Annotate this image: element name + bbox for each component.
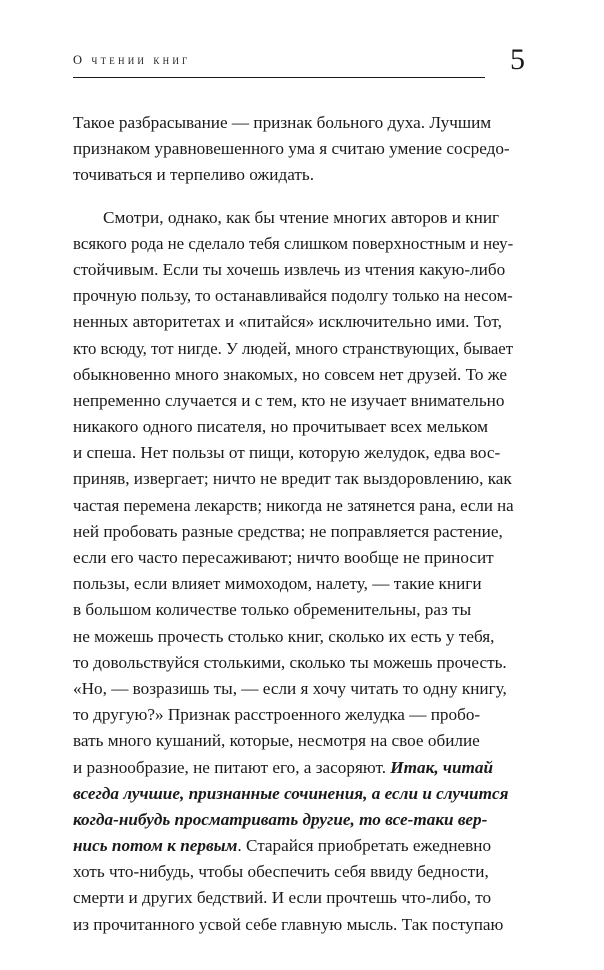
text-line bbox=[73, 571, 513, 597]
text-run: кто всюду, тот нигде. У людей, много странствующих, бывает bbox=[73, 338, 514, 358]
text-line bbox=[73, 414, 513, 440]
emphasized-text: когда-нибудь просматривать другие, то все-таки вер- bbox=[73, 809, 488, 829]
text-run: и спеша. Нет пользы от пищи, которую желудок, едва вос- bbox=[73, 443, 501, 463]
text-line bbox=[73, 336, 513, 362]
text-line bbox=[73, 728, 513, 754]
text-run: всякого рода не сделало тебя слишком поверхностным и неу- bbox=[73, 233, 514, 253]
text-line bbox=[73, 362, 513, 388]
text-run: то другую?» Признак расстроенного желудка — пробо- bbox=[73, 705, 481, 725]
running-title: О чтении книг bbox=[73, 53, 191, 67]
text-run: ней пробовать разные средства; не поправляется растение, bbox=[73, 521, 503, 541]
body-text bbox=[73, 110, 513, 938]
text-run: «Но, — возразишь ты, — если я хочу читать то одну книгу, bbox=[73, 678, 507, 698]
text-line bbox=[73, 136, 513, 162]
text-line bbox=[73, 545, 513, 571]
text-run: частая перемена лекарств; никогда не затянется рана, если на bbox=[73, 495, 514, 515]
paragraph bbox=[73, 205, 513, 938]
text-run: никакого одного писателя, но прочитывает всех мельком bbox=[73, 417, 489, 437]
text-run: пользы, если влияет мимоходом, налету, — такие книги bbox=[73, 574, 482, 594]
text-run: точиваться и терпеливо ожидать. bbox=[73, 165, 315, 185]
paragraph bbox=[73, 110, 513, 189]
text-line bbox=[73, 309, 513, 335]
text-line bbox=[73, 755, 513, 781]
text-line bbox=[73, 597, 513, 623]
text-line bbox=[73, 466, 513, 492]
text-line bbox=[73, 283, 513, 309]
text-line bbox=[73, 205, 513, 231]
text-line bbox=[73, 781, 513, 807]
text-run: не можешь прочесть столько книг, сколько их есть у тебя, bbox=[73, 626, 495, 646]
text-run: непременно случается и с тем, кто не изучает внимательно bbox=[73, 390, 505, 410]
text-run: Смотри, однако, как бы чтение многих авторов и книг bbox=[103, 207, 500, 227]
text-run: хоть что-нибудь, чтобы обеспечить себя ввиду бедности, bbox=[73, 862, 489, 882]
text-line bbox=[73, 162, 513, 188]
text-run: . Старайся приобретать ежедневно bbox=[237, 836, 492, 856]
text-line bbox=[73, 257, 513, 283]
text-line bbox=[73, 624, 513, 650]
text-line bbox=[73, 859, 513, 885]
emphasized-text: Итак, читай bbox=[390, 757, 494, 777]
emphasized-text: нись потом к первым bbox=[73, 836, 238, 856]
text-run: из прочитанного усвой себе главную мысль. Так поступаю bbox=[73, 914, 504, 934]
text-line bbox=[73, 912, 513, 938]
text-line bbox=[73, 833, 513, 859]
text-run: обыкновенно много знакомых, но совсем нет друзей. То же bbox=[73, 364, 507, 384]
text-line bbox=[73, 493, 513, 519]
text-run: стойчивым. Если ты хочешь извлечь из чтения какую-либо bbox=[73, 259, 506, 279]
text-line bbox=[73, 885, 513, 911]
text-run: ненных авторитетах и «питайся» исключительно ими. Тот, bbox=[73, 312, 502, 332]
text-line bbox=[73, 388, 513, 414]
text-line bbox=[73, 807, 513, 833]
text-line bbox=[73, 676, 513, 702]
text-line bbox=[73, 110, 513, 136]
text-line bbox=[73, 650, 513, 676]
text-run: Такое разбрасывание — признак больного духа. Лучшим bbox=[73, 113, 492, 132]
text-line bbox=[73, 231, 513, 257]
text-line bbox=[73, 702, 513, 728]
page-number: 5 bbox=[510, 43, 525, 76]
text-run: в большом количестве только обременительны, раз ты bbox=[73, 600, 472, 620]
text-run: если его часто пересаживают; ничто вообще не приносит bbox=[73, 548, 494, 567]
text-run: то довольствуйся столькими, сколько ты можешь прочесть. bbox=[73, 652, 507, 672]
emphasized-text: всегда лучшие, признанные сочинения, а если и случится bbox=[73, 783, 509, 803]
text-line bbox=[73, 440, 513, 466]
text-run: признаком уравновешенного ума я считаю умение сосредо- bbox=[73, 139, 510, 159]
text-run: смерти и других бедствий. И если прочтешь что-либо, то bbox=[73, 888, 492, 908]
text-run: и разнообразие, не питают его, а засоряют. bbox=[73, 757, 391, 777]
text-run: прочную пользу, то останавливайся подолгу только на несом- bbox=[73, 286, 513, 306]
text-line bbox=[73, 519, 513, 545]
text-run: приняв, извергает; ничто не вредит так выздоровлению, как bbox=[73, 469, 512, 489]
text-run: вать много кушаний, которые, несмотря на свое обилие bbox=[73, 731, 480, 751]
running-head bbox=[73, 51, 485, 78]
